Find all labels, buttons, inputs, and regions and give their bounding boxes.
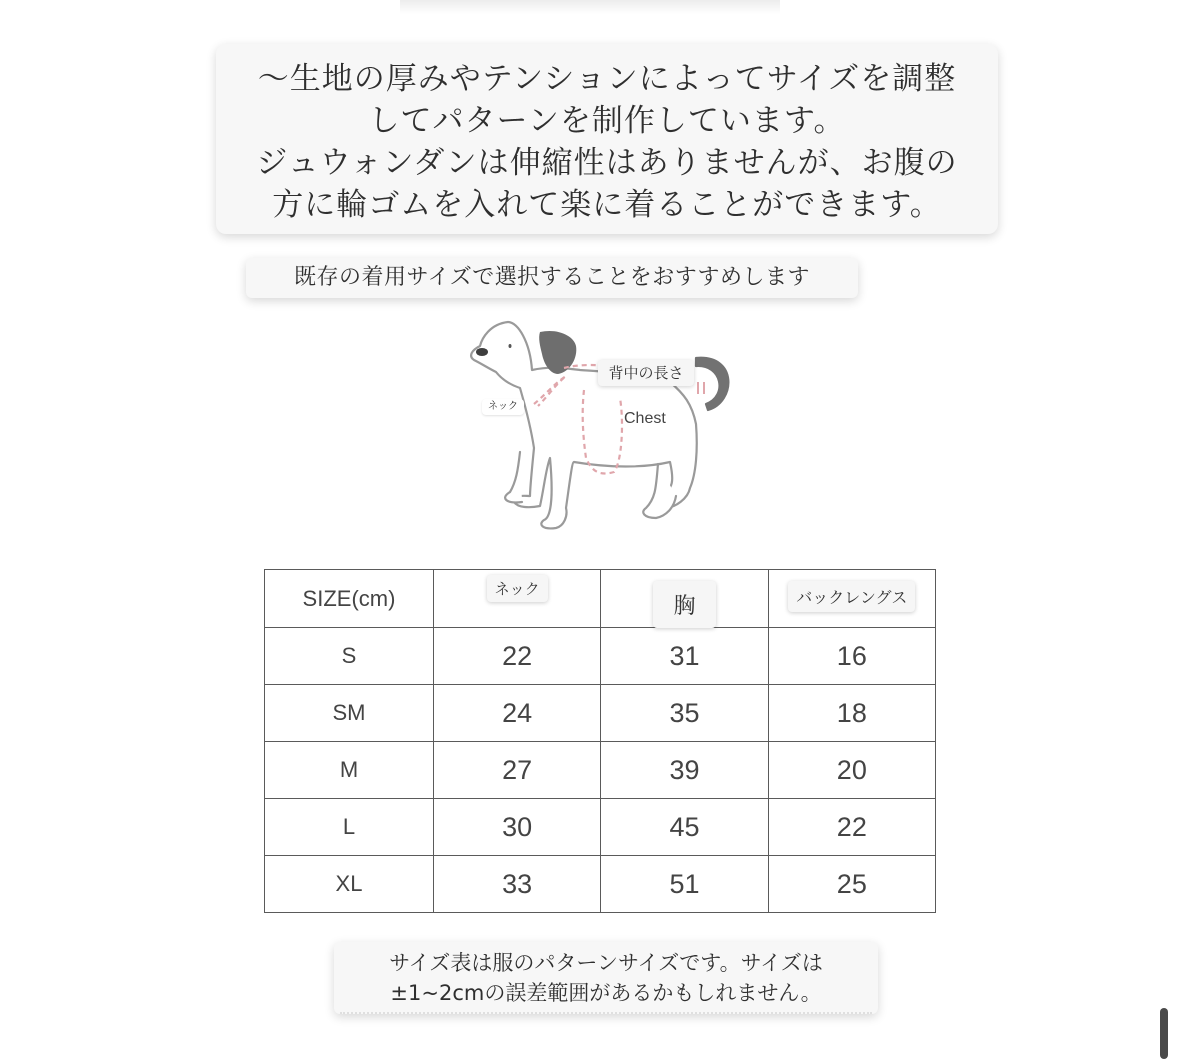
- header-neck: [434, 570, 601, 628]
- dog-front-leg: [505, 452, 522, 502]
- chest-label: Chest: [624, 410, 666, 427]
- back-length-cell: 22: [768, 799, 935, 856]
- chest-header-chip: 胸: [653, 581, 715, 628]
- neck-cell: 27: [434, 742, 601, 799]
- header-size: SIZE(cm): [265, 570, 434, 628]
- back-length-cell: 20: [768, 742, 935, 799]
- chest-cell: 31: [601, 628, 768, 685]
- dog-tail: [696, 358, 728, 410]
- scrollbar-thumb[interactable]: [1160, 1008, 1168, 1059]
- neck-header-chip: ネック: [487, 575, 548, 602]
- neck-cell: 22: [434, 628, 601, 685]
- dog-measurement-illustration: [460, 312, 750, 537]
- back-length-cell: 18: [768, 685, 935, 742]
- size-note-card: [334, 942, 878, 1014]
- cut-off-text-remnant: [340, 1012, 872, 1020]
- intro-line: 〜生地の厚みやテンションによってサイズを調整: [257, 61, 957, 97]
- intro-line: ジュウォンダンは伸縮性はありませんが、お腹の: [256, 145, 958, 181]
- dog-eye: [509, 344, 512, 348]
- neck-cell: 24: [434, 685, 601, 742]
- back-length-label: 背中の長さ: [598, 360, 694, 386]
- table-row: [265, 742, 936, 799]
- neck-cell: 33: [434, 856, 601, 913]
- header-chest: [601, 570, 768, 628]
- footer-line: サイズ表は服のパターンサイズです。サイズは: [389, 951, 823, 975]
- chest-cell: 45: [601, 799, 768, 856]
- back-length-cell: 25: [768, 856, 935, 913]
- table-row: [265, 628, 936, 685]
- intro-note-card: [216, 44, 998, 234]
- chest-cell: 35: [601, 685, 768, 742]
- table-row: [265, 856, 936, 913]
- size-cell: S: [265, 628, 434, 685]
- table-row: [265, 799, 936, 856]
- top-fade: [400, 0, 780, 14]
- size-cell: XL: [265, 856, 434, 913]
- size-cell: SM: [265, 685, 434, 742]
- back-length-header-chip: バックレングス: [788, 581, 915, 612]
- table-header-row: [265, 570, 936, 628]
- footer-line: ±1~2cmの誤差範囲があるかもしれません。: [390, 981, 822, 1005]
- neck-label: ネック: [482, 399, 524, 415]
- size-chart-table: [264, 569, 936, 913]
- dog-nose: [476, 348, 488, 356]
- neck-cell: 30: [434, 799, 601, 856]
- size-cell: M: [265, 742, 434, 799]
- intro-line: してパターンを制作しています。: [368, 103, 846, 139]
- header-back-length: [768, 570, 935, 628]
- recommend-note: 既存の着用サイズで選択することをおすすめします: [246, 258, 858, 298]
- chest-cell: 39: [601, 742, 768, 799]
- table-row: [265, 685, 936, 742]
- size-cell: L: [265, 799, 434, 856]
- chest-cell: 51: [601, 856, 768, 913]
- back-length-cell: 16: [768, 628, 935, 685]
- intro-line: 方に輪ゴムを入れて楽に着ることができます。: [272, 187, 942, 223]
